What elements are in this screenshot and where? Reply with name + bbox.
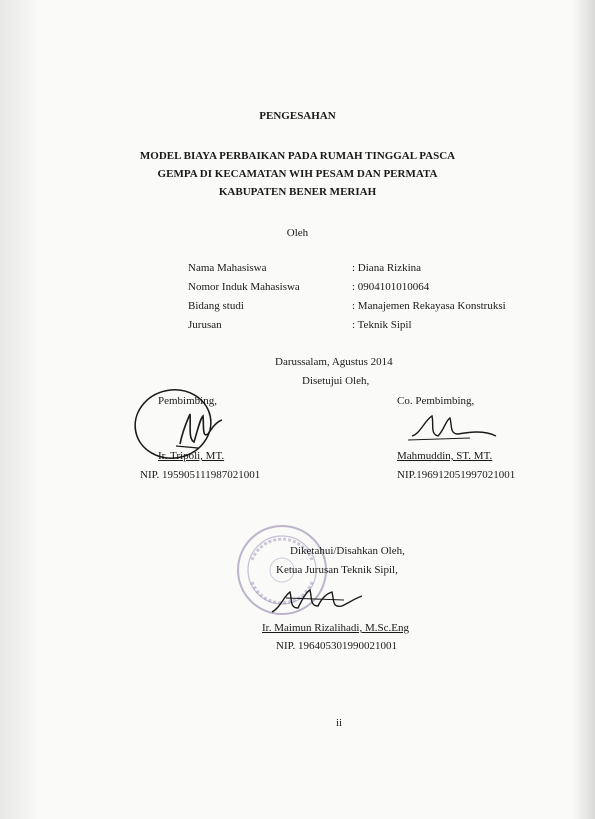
co-supervisor-signature: [400, 410, 510, 450]
page-number: ii: [336, 717, 343, 729]
supervisor-name: Ir. Tripoli, MT.: [158, 450, 225, 462]
thesis-title-line-2: GEMPA DI KECAMATAN WIH PESAM DAN PERMATA: [157, 168, 438, 180]
info-label-nim: Nomor Induk Mahasiswa: [188, 281, 300, 293]
thesis-title-line-1: MODEL BIAYA PERBAIKAN PADA RUMAH TINGGAL PASCA: [139, 150, 456, 162]
info-label-department: Jurusan: [188, 319, 222, 331]
known-by: Diketahui/Disahkan Oleh,: [290, 545, 405, 557]
co-supervisor-nip: NIP.196912051997021001: [397, 469, 516, 481]
head-role: Ketua Jurusan Teknik Sipil,: [276, 564, 398, 576]
info-value-field: : Manajemen Rekayasa Konstruksi: [352, 300, 506, 312]
thesis-title-line-3: KABUPATEN BENER MERIAH: [218, 186, 377, 198]
info-label-field: Bidang studi: [188, 300, 244, 312]
info-value-nim: : 0904101010064: [352, 281, 430, 293]
supervisor-role: Pembimbing,: [158, 395, 217, 407]
co-supervisor-name: Mahmuddin, ST. MT.: [397, 450, 493, 462]
place-date: Darussalam, Agustus 2014: [275, 356, 393, 368]
info-value-name: : Diana Rizkina: [352, 262, 422, 274]
by-label: Oleh: [286, 227, 309, 239]
co-supervisor-role: Co. Pembimbing,: [397, 395, 475, 407]
head-name: Ir. Maimun Rizalihadi, M.Sc.Eng: [262, 622, 409, 634]
info-label-name: Nama Mahasiswa: [188, 262, 267, 274]
head-nip: NIP. 196405301990021001: [276, 640, 398, 652]
approved-by: Disetujui Oleh,: [302, 375, 370, 387]
info-value-department: : Teknik Sipil: [352, 319, 412, 331]
supervisor-nip: NIP. 195905111987021001: [140, 469, 261, 481]
page-heading: PENGESAHAN: [259, 110, 336, 122]
head-signature: [262, 578, 372, 623]
